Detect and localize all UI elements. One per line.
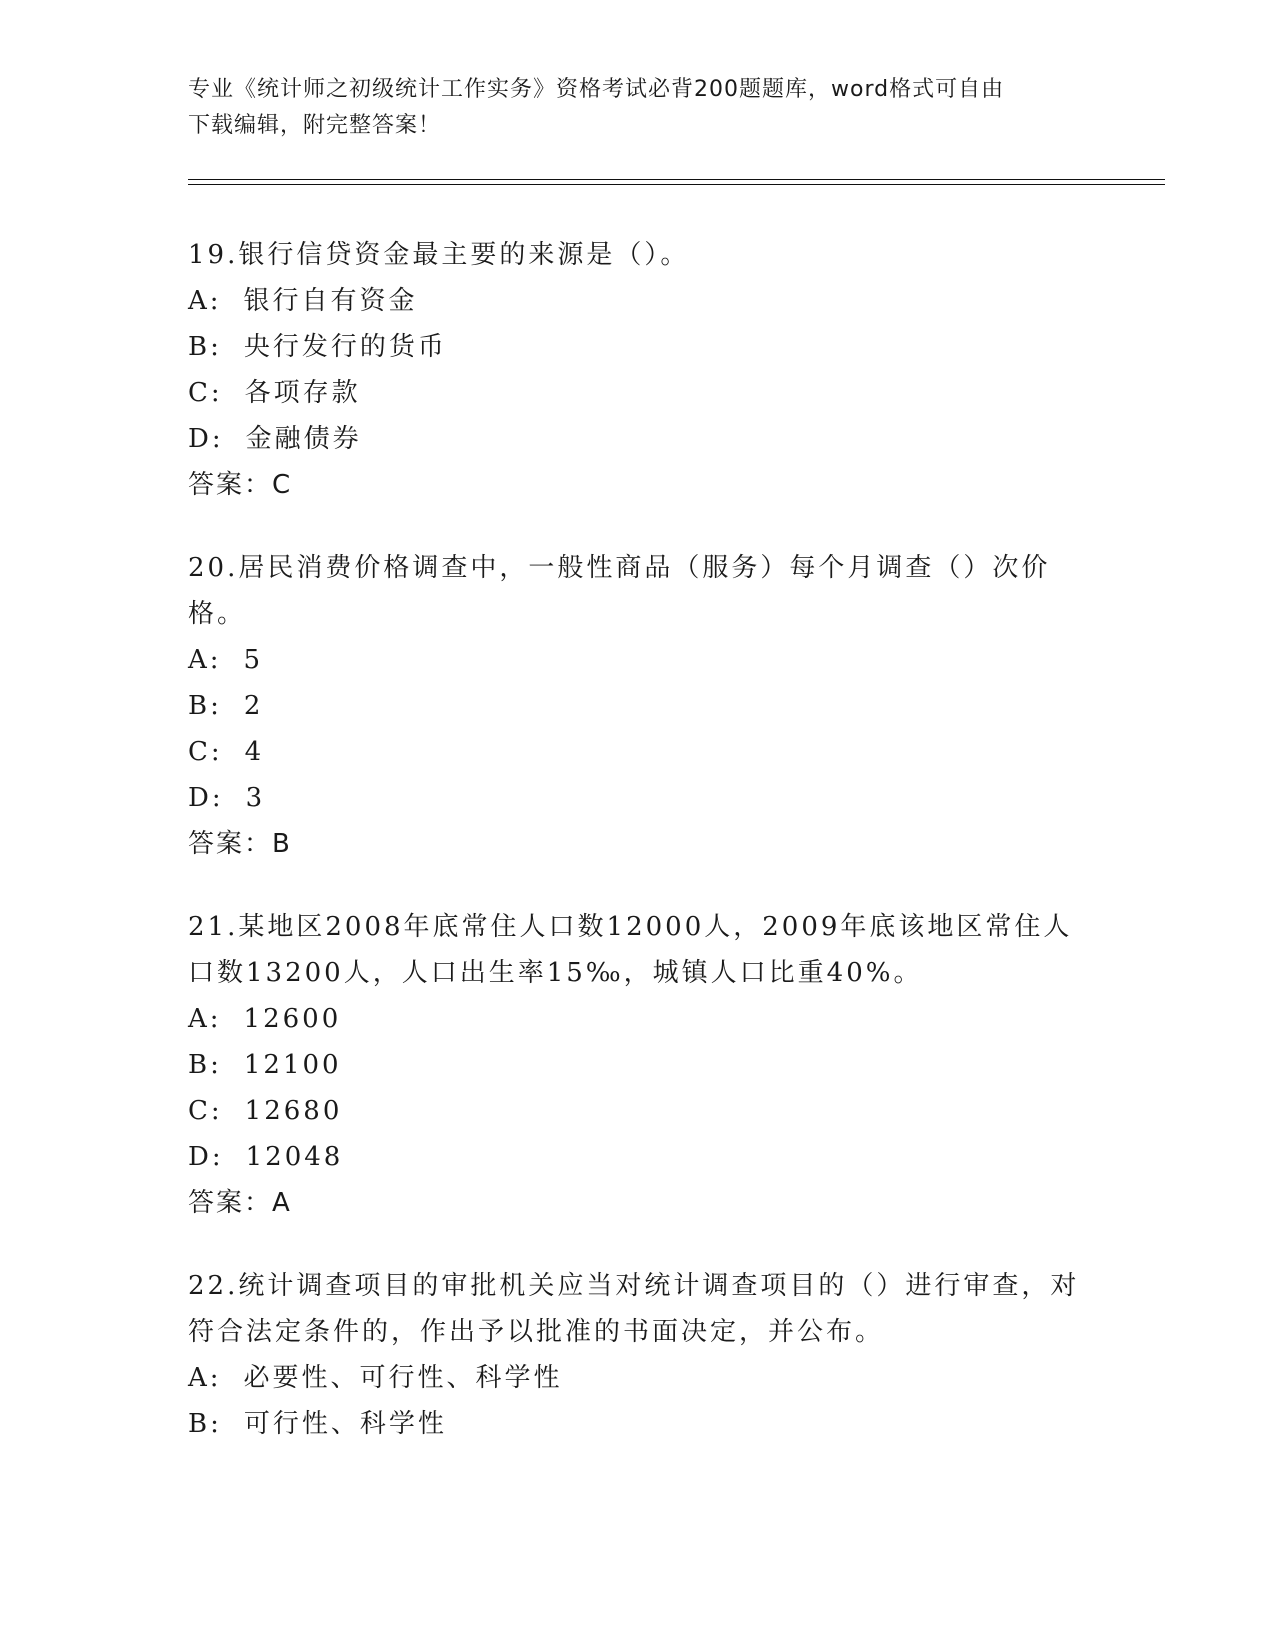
option-text: 各项存款 — [244, 378, 361, 408]
option-letter: B: — [188, 691, 222, 721]
option-letter: C: — [188, 1096, 223, 1126]
question-21 — [188, 904, 1088, 1226]
question-body: 银行信贷资金最主要的来源是（）。 — [238, 240, 690, 270]
option-d — [188, 775, 1088, 821]
question-number: 22. — [188, 1271, 239, 1301]
header-line-1: 专业《统计师之初级统计工作实务》资格考试必背200题题库，word格式可自由 — [188, 77, 1005, 102]
option-b — [188, 324, 1088, 370]
option-text: 银行自有资金 — [243, 286, 418, 316]
option-a — [188, 637, 1088, 683]
question-22 — [188, 1263, 1088, 1447]
option-d — [188, 416, 1088, 462]
option-b — [188, 683, 1088, 729]
option-a — [188, 1355, 1088, 1401]
answer-value: B — [272, 829, 292, 859]
option-text: 必要性、可行性、科学性 — [243, 1363, 563, 1393]
option-text: 5 — [243, 645, 264, 675]
option-letter: D: — [188, 783, 224, 813]
option-letter: A: — [188, 645, 222, 675]
option-a — [188, 278, 1088, 324]
option-text: 央行发行的货币 — [243, 332, 447, 362]
option-text: 可行性、科学性 — [243, 1409, 447, 1439]
question-number: 19. — [188, 240, 239, 270]
option-letter: C: — [188, 378, 223, 408]
question-20 — [188, 545, 1088, 867]
option-letter: D: — [188, 424, 224, 454]
header-rule-top — [188, 179, 1165, 180]
question-number: 20. — [188, 553, 239, 583]
option-text: 4 — [244, 737, 265, 767]
answer-value: A — [272, 1188, 292, 1218]
option-text: 2 — [243, 691, 264, 721]
option-letter: B: — [188, 1409, 222, 1439]
option-text: 12048 — [245, 1142, 344, 1172]
option-c — [188, 370, 1088, 416]
option-c — [188, 729, 1088, 775]
question-text — [188, 545, 1088, 637]
option-letter: D: — [188, 1142, 224, 1172]
question-body: 某地区2008年底常住人口数12000人，2009年底该地区常住人口数13200人，人口出生率15‰，城镇人口比重40%。 — [188, 912, 1073, 988]
question-text — [188, 1263, 1088, 1355]
answer-line — [188, 1180, 1088, 1226]
option-b — [188, 1042, 1088, 1088]
option-letter: A: — [188, 1363, 222, 1393]
document-header — [188, 72, 1088, 144]
option-text: 12600 — [243, 1004, 342, 1034]
option-letter: A: — [188, 286, 222, 316]
option-text: 12100 — [243, 1050, 342, 1080]
question-19 — [188, 232, 1088, 508]
option-letter: C: — [188, 737, 223, 767]
option-letter: A: — [188, 1004, 222, 1034]
answer-line — [188, 821, 1088, 867]
option-c — [188, 1088, 1088, 1134]
option-text: 金融债券 — [245, 424, 362, 454]
question-body: 居民消费价格调查中，一般性商品（服务）每个月调查（）次价格。 — [188, 553, 1051, 629]
answer-label: 答案： — [188, 470, 273, 500]
answer-line — [188, 462, 1088, 508]
option-letter: B: — [188, 332, 222, 362]
option-text: 3 — [245, 783, 266, 813]
header-rule-bottom — [188, 184, 1165, 185]
question-body: 统计调查项目的审批机关应当对统计调查项目的（）进行审查，对符合法定条件的，作出予以批准的书面决定，并公布。 — [188, 1271, 1080, 1347]
question-text — [188, 232, 1088, 278]
answer-label: 答案： — [188, 829, 273, 859]
option-b — [188, 1401, 1088, 1447]
option-letter: B: — [188, 1050, 222, 1080]
question-text — [188, 904, 1088, 996]
answer-value: C — [272, 470, 293, 500]
option-d — [188, 1134, 1088, 1180]
option-text: 12680 — [244, 1096, 343, 1126]
question-list — [188, 232, 1088, 1484]
header-line-2: 下载编辑，附完整答案！ — [188, 113, 442, 138]
question-number: 21. — [188, 912, 239, 942]
option-a — [188, 996, 1088, 1042]
answer-label: 答案： — [188, 1188, 273, 1218]
